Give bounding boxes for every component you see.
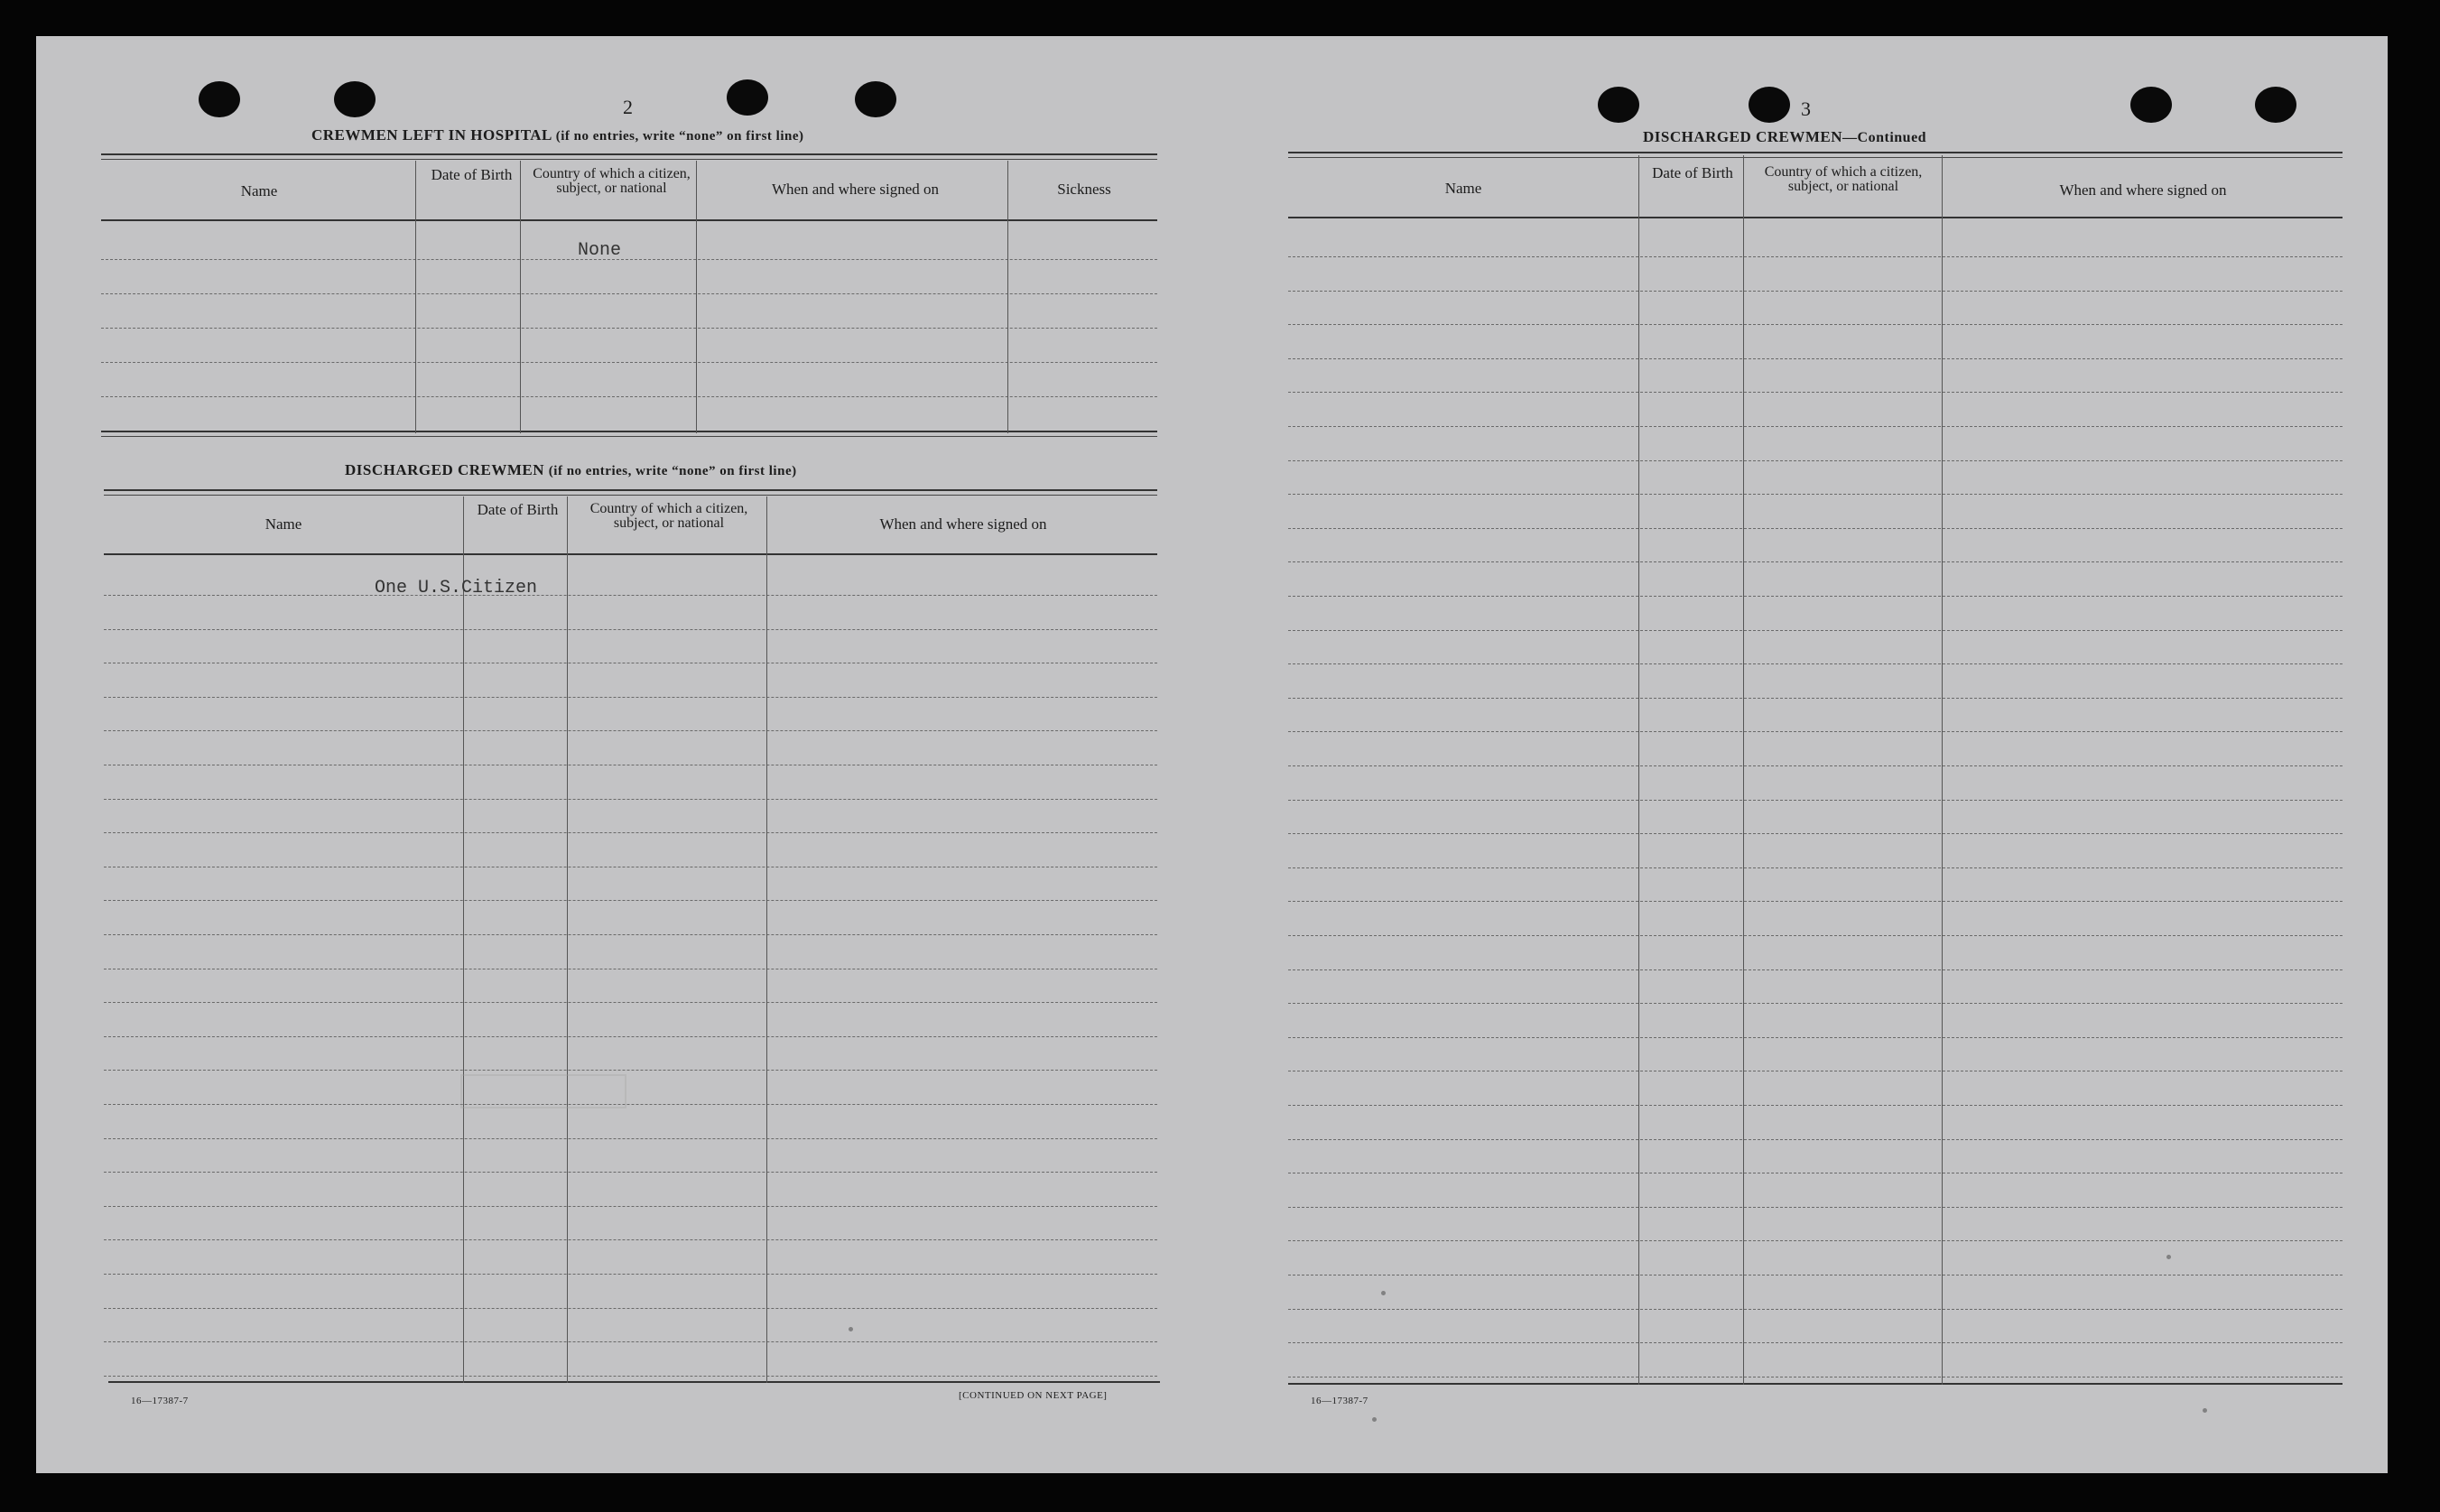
hospital-col-divider — [1007, 161, 1008, 433]
hospital-col-signed-header: When and where signed on — [771, 181, 940, 198]
discharged-title-text: DISCHARGED CREWMEN — [345, 461, 545, 478]
right-col-divider — [1942, 155, 1943, 1385]
hospital-row-line — [101, 328, 1157, 329]
discharged-row-line — [104, 629, 1157, 630]
discharged-table-top-rule — [104, 489, 1157, 496]
right-row-line — [1288, 698, 2343, 699]
hospital-row-line — [101, 396, 1157, 397]
discharged-section-title — [345, 461, 797, 479]
right-row-line — [1288, 1037, 2343, 1038]
discharged-header-rule — [104, 553, 1157, 555]
discharged-row-line — [104, 799, 1157, 800]
right-row-line — [1288, 1342, 2343, 1343]
punch-hole — [2130, 87, 2172, 123]
hospital-col-divider — [696, 161, 697, 433]
punch-hole — [1749, 87, 1790, 123]
discharged-row-line — [104, 934, 1157, 935]
right-row-line — [1288, 324, 2343, 325]
speck — [2166, 1255, 2171, 1259]
discharged-row-line — [104, 1376, 1157, 1377]
right-row-line — [1288, 1105, 2343, 1106]
discharged-row-line — [104, 1274, 1157, 1275]
punch-hole — [2255, 87, 2296, 123]
right-col-dob-header: Date of Birth — [1652, 164, 1733, 181]
continued-note: [CONTINUED ON NEXT PAGE] — [959, 1390, 1108, 1401]
right-row-line — [1288, 969, 2343, 970]
right-discharged-title — [1643, 128, 1926, 146]
right-row-line — [1288, 731, 2343, 732]
right-row-line — [1288, 1003, 2343, 1004]
right-row-line — [1288, 256, 2343, 257]
right-row-line — [1288, 901, 2343, 902]
right-row-line — [1288, 765, 2343, 766]
hospital-col-name-header: Name — [240, 182, 278, 199]
discharged-row-line — [104, 900, 1157, 901]
discharged-row-line — [104, 697, 1157, 698]
right-row-line — [1288, 291, 2343, 292]
right-row-line — [1288, 358, 2343, 359]
right-col-name-header: Name — [1444, 180, 1482, 197]
speck — [2203, 1408, 2207, 1413]
right-row-line — [1288, 800, 2343, 801]
right-col-country-header: Country of which a citizen, subject, or national — [1764, 164, 1923, 194]
right-row-line — [1288, 663, 2343, 664]
discharged-col-divider — [463, 496, 464, 1383]
right-row-line — [1288, 630, 2343, 631]
right-table-bottom-rule — [1288, 1383, 2343, 1385]
hospital-header-rule — [101, 219, 1157, 221]
speck — [849, 1327, 853, 1331]
discharged-title-note: (if no entries, write “none” on first line) — [548, 464, 797, 478]
discharged-col-country-header: Country of which a citizen, subject, or national — [589, 501, 748, 531]
hospital-col-sickness-header: Sickness — [1057, 181, 1111, 198]
discharged-row-line — [104, 595, 1157, 596]
hospital-row-line — [101, 259, 1157, 260]
discharged-row-line — [104, 1036, 1157, 1037]
discharged-row-line — [104, 1002, 1157, 1003]
discharged-col-name-header: Name — [264, 515, 302, 533]
right-row-line — [1288, 494, 2343, 495]
hospital-row-line — [101, 293, 1157, 294]
right-col-divider — [1743, 155, 1744, 1385]
discharged-row-line — [104, 1172, 1157, 1173]
right-header-rule — [1288, 217, 2343, 218]
hospital-entry-none: None — [578, 240, 622, 261]
right-row-line — [1288, 1207, 2343, 1208]
document-sheet — [36, 36, 2388, 1473]
hospital-table-bottom-rule — [101, 431, 1157, 437]
discharged-row-line — [104, 1308, 1157, 1309]
discharged-table-bottom-rule — [108, 1381, 1160, 1383]
discharged-row-line — [104, 1341, 1157, 1342]
hospital-title-text: CREWMEN LEFT IN HOSPITAL — [311, 126, 552, 144]
right-row-line — [1288, 867, 2343, 868]
right-row-line — [1288, 460, 2343, 461]
form-number-right: 16—17387-7 — [1311, 1396, 1368, 1406]
right-col-signed-header: When and where signed on — [2059, 181, 2227, 199]
discharged-col-divider — [567, 496, 568, 1383]
speck — [1372, 1417, 1377, 1422]
punch-hole — [727, 79, 768, 116]
hospital-section-title — [311, 126, 804, 144]
right-title-text: DISCHARGED CREWMEN — [1643, 128, 1843, 145]
page-number-left: 2 — [623, 96, 633, 118]
right-row-line — [1288, 561, 2343, 562]
right-row-line — [1288, 528, 2343, 529]
right-row-line — [1288, 1139, 2343, 1140]
right-col-divider — [1638, 155, 1639, 1385]
discharged-col-divider — [766, 496, 767, 1383]
punch-hole — [1598, 87, 1639, 123]
right-row-line — [1288, 935, 2343, 936]
form-number-left: 16—17387-7 — [131, 1396, 189, 1406]
right-row-line — [1288, 392, 2343, 393]
discharged-entry: One U.S.Citizen — [375, 578, 538, 598]
punch-hole — [199, 81, 240, 117]
hospital-table-top-rule — [101, 153, 1157, 160]
discharged-row-line — [104, 730, 1157, 731]
hospital-col-country-header: Country of which a citizen, subject, or national — [533, 166, 691, 196]
discharged-col-dob-header: Date of Birth — [477, 501, 559, 518]
hospital-row-line — [101, 362, 1157, 363]
discharged-row-line — [104, 832, 1157, 833]
discharged-row-line — [104, 1138, 1157, 1139]
hospital-col-divider — [520, 161, 521, 433]
right-title-suffix: —Continued — [1842, 130, 1927, 145]
punch-hole — [334, 81, 376, 117]
discharged-row-line — [104, 1206, 1157, 1207]
hospital-title-note: (if no entries, write “none” on first line) — [555, 129, 804, 144]
hospital-col-divider — [415, 161, 416, 433]
right-row-line — [1288, 426, 2343, 427]
discharged-row-line — [104, 1239, 1157, 1240]
right-row-line — [1288, 1240, 2343, 1241]
speck — [1381, 1291, 1386, 1295]
page-number-right: 3 — [1801, 97, 1811, 120]
hospital-col-dob-header: Date of Birth — [431, 166, 513, 183]
faint-stamp-mark — [460, 1074, 626, 1108]
punch-hole — [855, 81, 896, 117]
discharged-row-line — [104, 1104, 1157, 1105]
right-row-line — [1288, 833, 2343, 834]
discharged-row-line — [104, 1070, 1157, 1071]
discharged-col-signed-header: When and where signed on — [879, 515, 1047, 533]
right-row-line — [1288, 596, 2343, 597]
right-row-line — [1288, 1309, 2343, 1310]
right-table-top-rule — [1288, 152, 2343, 158]
